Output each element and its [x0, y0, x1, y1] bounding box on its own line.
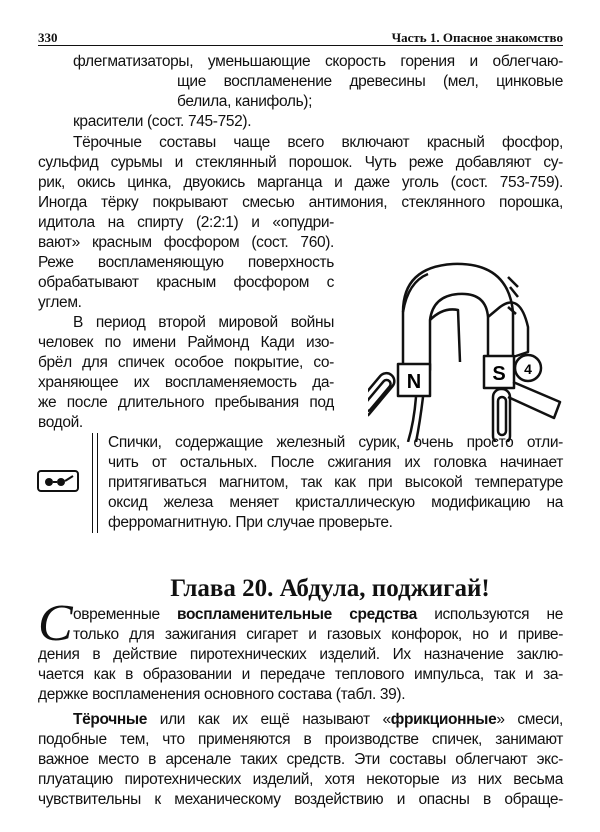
paragraph-line — [73, 710, 563, 730]
paragraph-line: Реже воспламеняющую поверхность — [38, 254, 334, 271]
paragraph-line: сульфид сурьмы и стеклянный порошок. Чуть реже добавляют су- — [38, 154, 563, 171]
paragraph-line: брёл для спичек особое покрытие, со- — [38, 354, 334, 371]
note-line: Спички, содержащие железный сурик, очень просто отли- — [108, 434, 563, 451]
paragraph-line: же после длительного пребывания под — [38, 394, 334, 411]
list-line: белила, канифоль); — [177, 93, 313, 110]
note-line: притягиваться магнитом, так как при высокой температуре — [108, 474, 563, 491]
page-number: 330 — [38, 30, 58, 45]
south-label: S — [492, 363, 506, 385]
text: используются не — [416, 606, 563, 623]
note-line: оксид железа меняет кристаллическую модификацию на — [108, 494, 563, 511]
paragraph-line: только для зажигания сигарет и газовых конфорок, но и приве- — [73, 626, 563, 643]
paragraph-line: храняющее их воспламеняемость да- — [38, 374, 334, 391]
paragraph-line: чается как в образовании и передаче теплового импульса, так и за- — [38, 666, 563, 683]
paragraph-line: чувствительны к механическому воздействию и опасны в обраще- — [38, 791, 563, 808]
note-bar — [92, 433, 98, 533]
paragraph-line: В период второй мировой войны — [73, 314, 334, 331]
list-line: флегматизаторы, уменьшающие скорость горения и облегчаю- — [73, 53, 563, 70]
number-label: 4 — [524, 361, 532, 377]
note-line: ферромагнитную. При случае проверьте. — [108, 514, 393, 531]
paragraph-line: водой. — [38, 414, 83, 431]
paragraph-line: рик, окись цинка, двуокись марганца и даже уголь (сост. 753-759). — [38, 174, 563, 191]
text: или как их ещё называют « — [147, 711, 391, 728]
list-line: красители (сост. 745-752). — [73, 113, 252, 130]
paragraph-line: держке воспламенения основного состава (табл. 39). — [38, 686, 406, 703]
paragraph-line: Тёрочные составы чаще всего включают красный фосфор, — [73, 134, 563, 151]
glasses-icon — [37, 470, 79, 492]
paragraph-line: человек по имени Раймонд Кади изо- — [38, 334, 334, 351]
paragraph-line: обрабатывают красным фосфором с — [38, 274, 334, 291]
north-label: N — [406, 371, 422, 393]
drop-cap: С — [38, 595, 73, 652]
running-title: Часть 1. Опасное знакомство — [391, 30, 563, 45]
header-rule — [38, 45, 563, 46]
magnet-illustration — [368, 252, 568, 442]
paragraph-line: идитола на спирту (2:2:1) и «опудри- — [38, 214, 334, 231]
bold-term: Тёрочные — [73, 711, 148, 728]
paragraph-line — [73, 605, 563, 625]
note-line: чить от остальных. После сжигания их головка начинает — [108, 454, 563, 471]
bold-term: фрикционные — [390, 711, 497, 728]
paragraph-line: подобные тем, что применяются в производстве спичек, занимают — [38, 731, 563, 748]
text: » смеси, — [496, 711, 563, 728]
bold-term: воспламенительные средства — [177, 606, 417, 623]
paragraph-line: плуатацию пиротехнических изделий, хотя некоторые из них весьма — [38, 771, 563, 788]
paragraph-line: дения в действие пиротехнических изделий. Их назначение заклю- — [38, 646, 563, 663]
paragraph-line: углем. — [38, 294, 82, 311]
paragraph-line: Иногда тёрку покрывают смесью антимония, стеклянного порошка, — [38, 194, 563, 211]
chapter-title: Глава 20. Абдула, поджигай! — [170, 575, 490, 602]
paragraph-line: важное место в арсенале таких средств. Эти составы облегчают экс- — [38, 751, 563, 768]
text: овременные — [73, 606, 178, 623]
paragraph-line: вают» красным фосфором (сост. 760). — [38, 234, 334, 251]
list-line: щие воспламенение древесины (мел, цинковые — [177, 73, 563, 90]
